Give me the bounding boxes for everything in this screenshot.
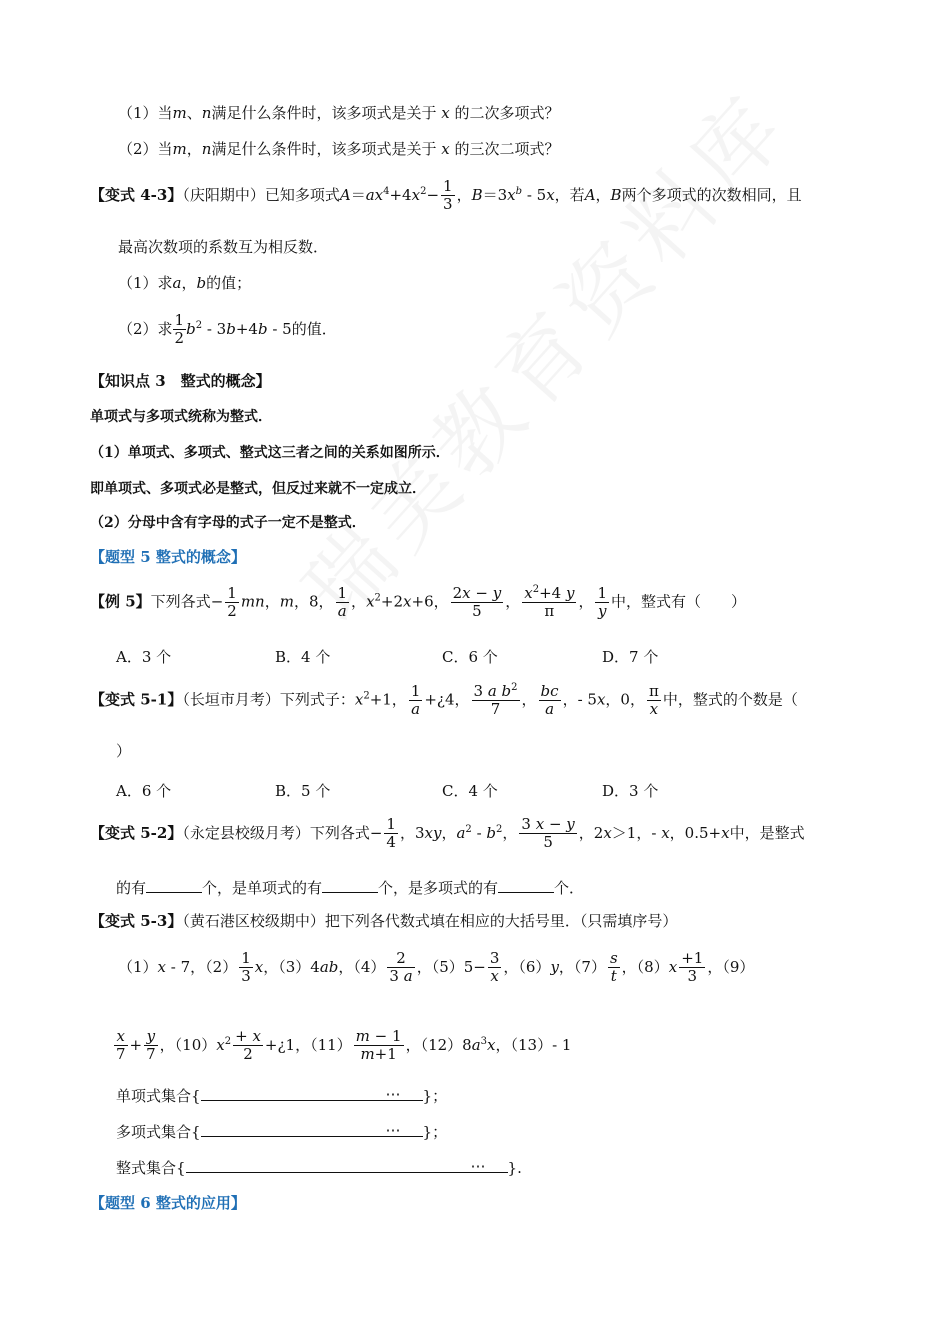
variant-4-3-part1: （1）求a，b的值； bbox=[118, 274, 252, 292]
kp3-line2: （1）单项式、多项式、整式这三者之间的关系如图所示． bbox=[90, 445, 450, 461]
polynomial-set: 多项式集合{ ⋯ }； bbox=[116, 1121, 448, 1141]
variant-5-1-close: ） bbox=[116, 742, 132, 760]
example-5-option-c: C．6 个 bbox=[442, 648, 498, 666]
variant-5-3-items-row2: $\frac{x}{7}$ + $\frac{y}{7}$ ，$(10)x^2$ $\frac{+ x}{2}$ +¿1，（11） $\frac{m - 1}{m+1}$ ，$(12)8a^3x$，（13）- 1 bbox=[116, 1027, 572, 1064]
blank-2[interactable] bbox=[322, 880, 378, 893]
monomial-set-input[interactable]: ⋯ bbox=[201, 1088, 423, 1101]
variant-5-3-items-row1: （1）x - 7，（2） $\frac{1}{3}$ x，（3）4ab，（4） $\frac{2}{3 a}$ ，（5）5− $\frac{3}{x}$ ，（6）y，（7） $\frac{s}{t}$ ，（8）x $\frac{+1}{3}$ ，（9） bbox=[118, 949, 755, 986]
variant-5-1-option-a: A．6 个 bbox=[116, 782, 172, 800]
variant-5-1-option-c: C．4 个 bbox=[442, 782, 498, 800]
variant-5-1-option-d: D．3 个 bbox=[602, 782, 659, 800]
polynomial-set-input[interactable]: ⋯ bbox=[201, 1124, 423, 1137]
example-5-option-b: B．4 个 bbox=[275, 648, 331, 666]
example-5-option-d: D．7 个 bbox=[602, 648, 659, 666]
example-5: 【例 5】下列各式− $\frac{1}{2}$ mn，m，8， $\frac{1}{a}$ ，$x^2+2x+6$， $\frac{2x - y}{5}$ ， $\frac{x^2+4 y}{\pi}$ ， $\frac{1}{y}$ 中，整式有（ ） bbox=[90, 583, 747, 621]
example-5-option-a: A．3 个 bbox=[116, 648, 172, 666]
integral-set-input[interactable]: ⋯ bbox=[186, 1160, 508, 1173]
variant-4-3-line2: 最高次数项的系数互为相反数． bbox=[118, 238, 329, 256]
variant-5-1: 【变式 5-1】（长垣市月考）下列式子：$x^2+1$， $\frac{1}{a}$ +¿4， $\frac{3 a b^2}{7}$ ， $\frac{bc}{a}$ ，- 5x，0， $\frac{\pi}{x}$ 中，整式的个数是（ bbox=[90, 681, 798, 719]
variant-5-2: 【变式 5-2】（永定县校级月考）下列各式− $\frac{1}{4}$ ，3xy，$a^2 - b^2$， $\frac{3 x - y}{5}$ ，2x＞1，- x，0.5+x中，是整式 bbox=[90, 815, 805, 852]
knowledge-point-3-title: 【知识点 3 整式的概念】 bbox=[90, 372, 271, 390]
integral-set: 整式集合{ ⋯ }. bbox=[116, 1157, 522, 1177]
variant-5-2-blanks: 的有 个，是单项式的有 个，是多项式的有 个． bbox=[116, 879, 585, 897]
kp3-line1: 单项式与多项式统称为整式． bbox=[90, 409, 272, 425]
type-5-title: 【题型 5 整式的概念】 bbox=[90, 548, 246, 566]
question-1: （1）当m、n满足什么条件时，该多项式是关于 x 的二次多项式？ bbox=[118, 104, 560, 122]
question-2: （2）当m，n满足什么条件时，该多项式是关于 x 的三次二项式？ bbox=[118, 140, 560, 158]
monomial-set: 单项式集合{ ⋯ }； bbox=[116, 1085, 448, 1105]
type-6-title: 【题型 6 整式的应用】 bbox=[90, 1194, 246, 1212]
variant-5-3: 【变式 5-3】（黄石港区校级期中）把下列各代数式填在相应的大括号里．（只需填序号） bbox=[90, 912, 678, 930]
kp3-line4: （2）分母中含有字母的式子一定不是整式． bbox=[90, 515, 366, 531]
blank-3[interactable] bbox=[498, 880, 554, 893]
kp3-line3: 即单项式、多项式必是整式，但反过来就不一定成立． bbox=[90, 481, 426, 497]
variant-5-1-option-b: B．5 个 bbox=[275, 782, 331, 800]
variant-4-3: 【变式 4-3】（庆阳期中）已知多项式$A=ax^4+4x^2-$ $\frac{1}{3}$ ，$B=3x^b - 5x$，若A，B两个多项式的次数相同，且 bbox=[90, 177, 802, 214]
variant-4-3-part2: （2）求 $\frac{1}{2}$ $b^2 - 3b+4b - 5$的值． bbox=[118, 311, 337, 348]
blank-1[interactable] bbox=[146, 880, 202, 893]
